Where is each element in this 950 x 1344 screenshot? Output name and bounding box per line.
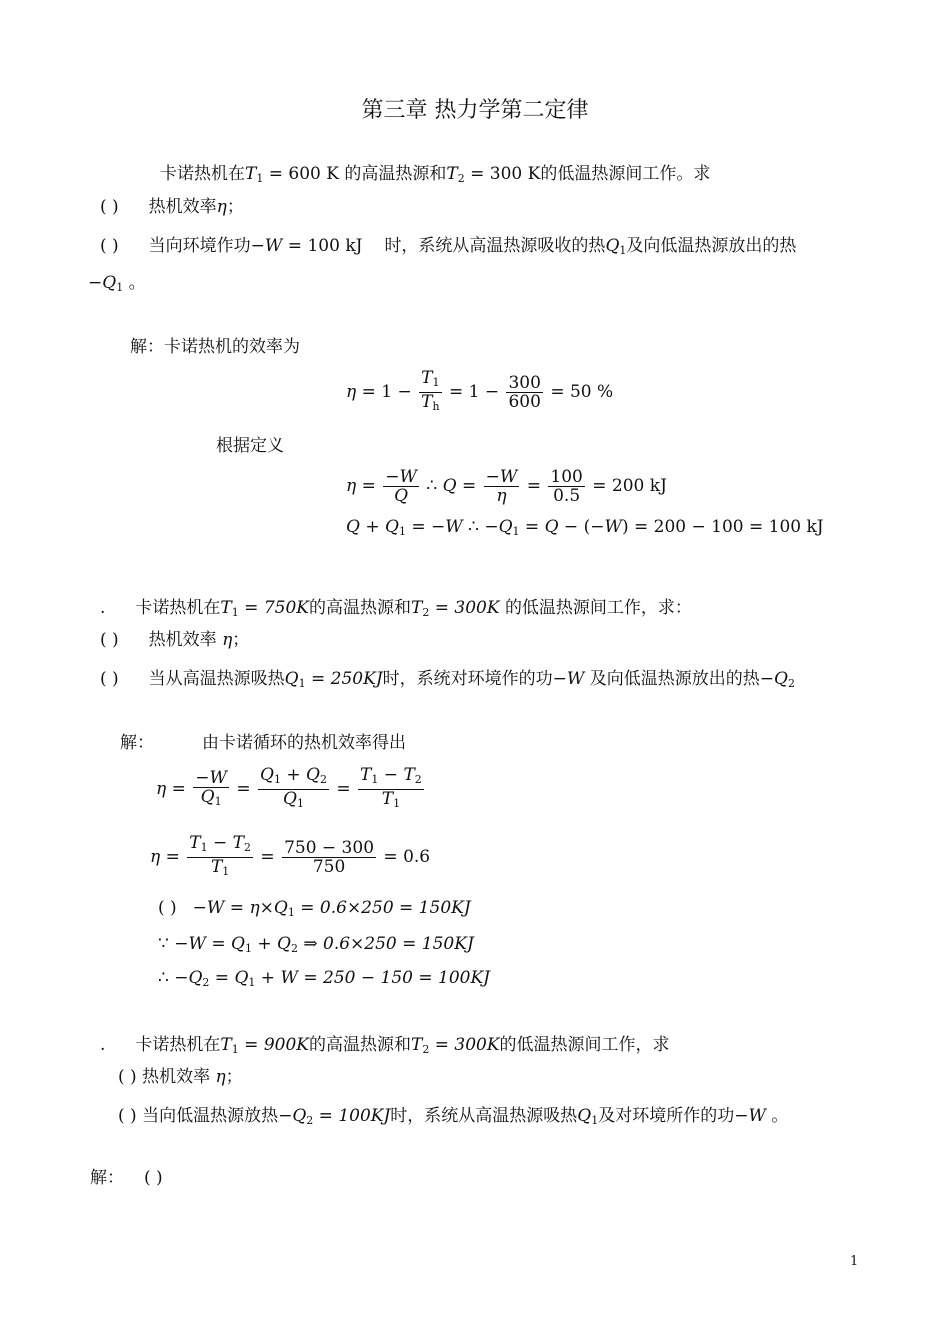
problem-3-statement: . 卡诺热机在$T_1 = 900K$的高温热源和$T_2 = 300K$的低温热源间工作，求 [100,1035,670,1056]
page-number: 1 [850,1254,859,1269]
problem-2-item-2: ( ) 当从高温热源吸热$Q_1 = 250KJ$时，系统对环境作的功−W 及向低温热源放出的热$-Q_2$ [100,669,795,690]
problem-1-item-2-cont: $-Q_1$ 。 [88,273,146,294]
problem-3-item-2: ( ) 当向低温热源放热$-Q_2 = 100KJ$时，系统从高温热源吸热$Q_1$及对环境所作的功−W 。 [118,1106,789,1127]
problem-1-q1-equation: $Q + Q_1 = -W$ ∴ $-Q_1 = Q - (-W) = 200 - 100 = 100$ kJ [346,517,824,538]
problem-2-work-calc: ( ) $-W = \eta\times Q_1 = 0.6\times 250 = 150KJ$ [158,898,471,919]
problem-1-item-2: ( ) 当向环境作功−W = 100 kJ 时，系统从高温热源吸收的热$Q_1$及向低温热源放出的热 [100,236,797,257]
problem-1-heat-equation: η = $\frac{-W}{Q}$ ∴ Q = $\frac{-W}{\eta}$ = $\frac{100}{0.5}$ = 200 kJ [346,467,667,506]
problem-1-item-1: ( ) 热机效率η； [100,197,244,217]
problem-2-solution: 解： 由卡诺循环的热机效率得出 [120,733,406,753]
by-definition-label: 根据定义 [216,436,284,456]
problem-1-statement: 卡诺热机在$T_1 = 600$ K 的高温热源和$T_2 = 300$ K的低温热源间工作。求 [160,164,711,185]
problem-2-statement: . 卡诺热机在$T_1 = 750K$的高温热源和$T_2 = 300K$ 的低温热源间工作，求： [100,598,692,619]
problem-1-efficiency-equation: η = 1 − $\frac{T_1}{T_h}$ = 1 − $\frac{300}{600}$ = 50 % [346,368,614,413]
problem-1-solution-label: 解：卡诺热机的效率为 [130,337,300,357]
problem-3-solution: 解： ( ) [90,1168,163,1188]
problem-3-item-1: ( ) 热机效率 η； [118,1067,243,1087]
problem-2-q2-calc: ∴ $-Q_2 = Q_1 + W = 250 - 150 = 100KJ$ [158,968,490,989]
problem-2-work-check: ∵ $-W = Q_1 + Q_2$ ⇒ 0.6×250 = 150KJ [158,934,474,955]
problem-2-efficiency-value: η = $\frac{T_1 - T_2}{T_1}$ = $\frac{750 - 300}{750}$ = 0.6 [150,833,431,878]
problem-2-item-1: ( ) 热机效率 η； [100,630,250,650]
problem-2-efficiency-formula: η = $\frac{-W}{Q_1}$ = $\frac{Q_1 + Q_2}{Q_1}$ = $\frac{T_1 - T_2}{T_1}$ [156,765,422,810]
chapter-title: 第三章 热力学第二定律 [361,98,589,123]
